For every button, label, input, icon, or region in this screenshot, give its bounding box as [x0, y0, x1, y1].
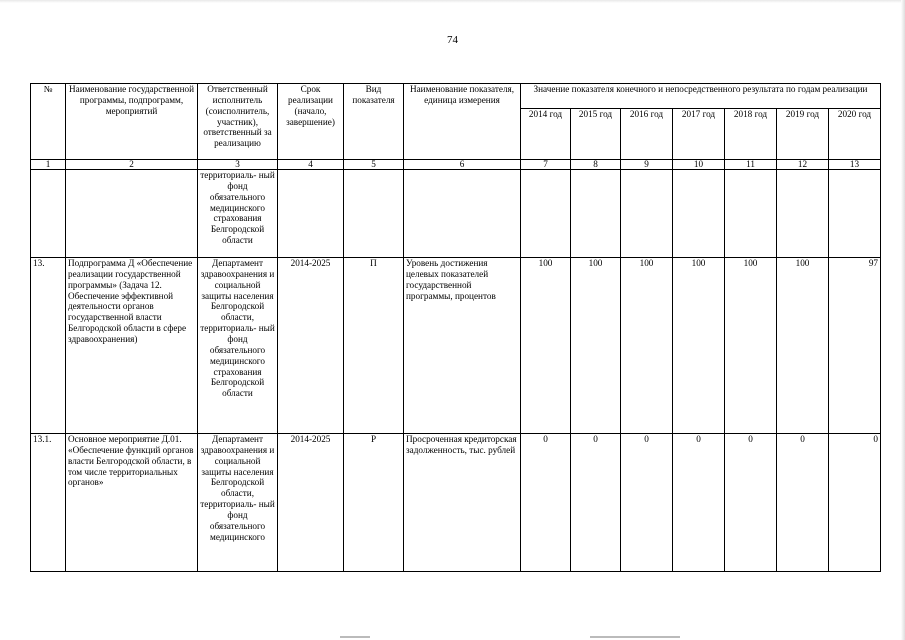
row-value [571, 170, 621, 258]
column-number: 1 [31, 160, 66, 170]
column-number: 11 [725, 160, 777, 170]
row-value: 0 [777, 434, 829, 572]
column-number: 2 [66, 160, 198, 170]
row-value: 0 [725, 434, 777, 572]
header-year: 2019 год [777, 109, 829, 160]
column-number: 12 [777, 160, 829, 170]
scan-edge-right [901, 0, 905, 640]
column-number: 8 [571, 160, 621, 170]
header-row [31, 84, 881, 109]
header-year: 2014 год [521, 109, 571, 160]
row-executor: Департамент здравоохранения и социальной защиты населения Белгородской области, территориаль- ный фонд обязательного медицинского страхования Белгородской области [198, 258, 278, 434]
row-value: 100 [521, 258, 571, 434]
row-value [725, 170, 777, 258]
row-value: 100 [621, 258, 673, 434]
row-name [66, 170, 198, 258]
table-row [31, 434, 881, 572]
column-number: 7 [521, 160, 571, 170]
column-number: 3 [198, 160, 278, 170]
column-number: 5 [344, 160, 404, 170]
row-type: П [344, 258, 404, 434]
row-type: Р [344, 434, 404, 572]
header-term: Срок реализации (начало, завершение) [278, 84, 344, 160]
row-term [278, 170, 344, 258]
row-value: 100 [725, 258, 777, 434]
row-value [673, 170, 725, 258]
column-number: 6 [404, 160, 521, 170]
row-value: 0 [673, 434, 725, 572]
row-num: 13.1. [31, 434, 66, 572]
column-number: 13 [829, 160, 881, 170]
row-value: 100 [777, 258, 829, 434]
row-term: 2014-2025 [278, 258, 344, 434]
header-executor: Ответственный исполнитель (соисполнитель, участник), ответственный за реализацию [198, 84, 278, 160]
row-indicator: Уровень достижения целевых показателей государственной программы, процентов [404, 258, 521, 434]
row-value [521, 170, 571, 258]
header-year: 2018 год [725, 109, 777, 160]
row-value [777, 170, 829, 258]
header-type: Вид показателя [344, 84, 404, 160]
page-number: 74 [447, 34, 458, 46]
row-type [344, 170, 404, 258]
column-numbers-row [31, 160, 881, 170]
indicator-table [30, 83, 881, 572]
row-executor: территориаль- ный фонд обязательного медицинского страхования Белгородской области [198, 170, 278, 258]
scan-mark [590, 636, 680, 638]
row-value: 0 [571, 434, 621, 572]
row-value: 0 [829, 434, 881, 572]
header-indicator: Наименование показателя, единица измерения [404, 84, 521, 160]
row-num [31, 170, 66, 258]
header-values-group: Значение показателя конечного и непосредственного результата по годам реализации [521, 84, 881, 109]
row-value: 100 [571, 258, 621, 434]
header-num: № [31, 84, 66, 160]
header-year: 2017 год [673, 109, 725, 160]
row-value [621, 170, 673, 258]
column-number: 10 [673, 160, 725, 170]
scan-mark [340, 636, 370, 638]
row-name: Подпрограмма Д «Обеспечение реализации государственной программы» (Задача 12. Обеспечение эффективной деятельности органов государственной власти Белгородской области в сфере здравоохранения) [66, 258, 198, 434]
row-value [829, 170, 881, 258]
row-value: 0 [521, 434, 571, 572]
header-year: 2015 год [571, 109, 621, 160]
scan-edge-top [0, 0, 905, 3]
row-value: 100 [673, 258, 725, 434]
row-indicator: Просроченная кредиторская задолженность, тыс. рублей [404, 434, 521, 572]
table-row [31, 170, 881, 258]
column-number: 4 [278, 160, 344, 170]
row-value: 0 [621, 434, 673, 572]
header-year: 2016 год [621, 109, 673, 160]
header-name: Наименование государственной программы, подпрограмм, мероприятий [66, 84, 198, 160]
column-number: 9 [621, 160, 673, 170]
header-year: 2020 год [829, 109, 881, 160]
row-indicator [404, 170, 521, 258]
row-name: Основное мероприятие Д.01. «Обеспечение функций органов власти Белгородской области, в том числе территориальных органов» [66, 434, 198, 572]
row-value: 97 [829, 258, 881, 434]
row-num: 13. [31, 258, 66, 434]
row-executor: Департамент здравоохранения и социальной защиты населения Белгородской области, территориаль- ный фонд обязательного медицинского [198, 434, 278, 572]
row-term: 2014-2025 [278, 434, 344, 572]
table-row [31, 258, 881, 434]
